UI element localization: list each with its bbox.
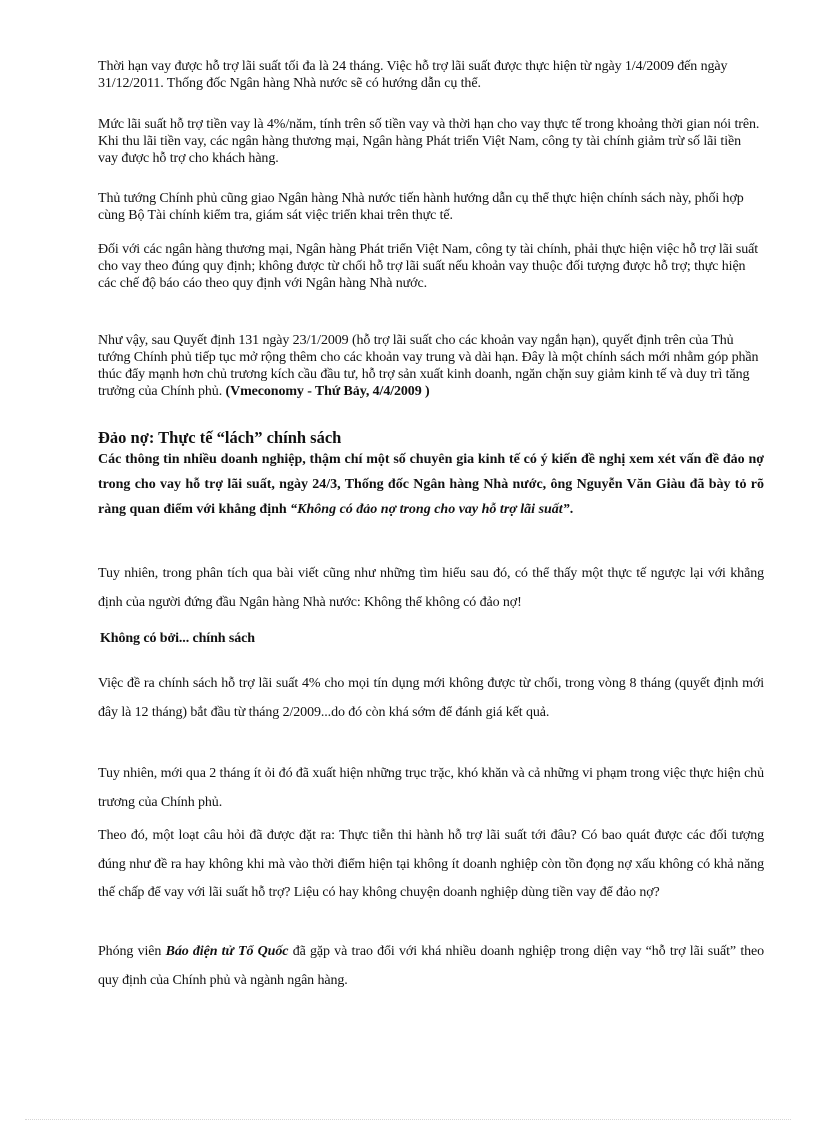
paragraph-questions: Theo đó, một loạt câu hỏi đã được đặt ra: Thực tiễn thi hành hỗ trợ lãi suất tới đâu? Có bao quát được các đối tượng đúng như đề ra hay không khi mà vào thời điểm hiện tại không ít doanh nghiệp còn tồn đọng nợ xấu không có khả năng thế chấp để vay với lãi suất hỗ trợ? Liệu có hay không chuyện doanh nghiệp dùng tiền vay để đảo nợ? (98, 828, 764, 900)
paragraph-prime-minister: Thủ tướng Chính phủ cũng giao Ngân hàng Nhà nước tiến hành hướng dẫn cụ thể thực hiện chính sách này, phối hợp cùng Bộ Tài chính kiểm tra, giám sát việc triển khai trên thực tế. (98, 191, 744, 223)
subheading: Không có bởi... chính sách (100, 631, 255, 646)
reporter-start: Phóng viên (98, 944, 162, 959)
paragraph-reporter (98, 938, 764, 995)
paragraph-banks-duties: Đối với các ngân hàng thương mại, Ngân hàng Phát triển Việt Nam, công ty tài chính, phải thực hiện việc hỗ trợ lãi suất cho vay theo đúng quy định; không được từ chối hỗ trợ lãi suất nếu khoản vay thuộc đối tượng được hỗ trợ; thực hiện các chế độ báo cáo theo quy định với Ngân hàng Nhà nước. (98, 242, 759, 291)
source-citation: (Vmeconomy - Thứ Bảy, 4/4/2009 ) (225, 384, 430, 399)
paragraph-loan-term: Thời hạn vay được hỗ trợ lãi suất tối đa là 24 tháng. Việc hỗ trợ lãi suất được thực hiện từ ngày 1/4/2009 đến ngày 31/12/2011. Thống đốc Ngân hàng Nhà nước sẽ có hướng dẫn cụ thể. (98, 59, 728, 91)
newspaper-name: Báo điện tử Tổ Quốc (165, 944, 289, 959)
lead-quote: “Không có đảo nợ trong cho vay hỗ trợ lãi suất” (290, 502, 570, 517)
paragraph-difficulties: Tuy nhiên, mới qua 2 tháng ít ỏi đó đã xuất hiện những trục trặc, khó khăn và cả những vi phạm trong việc thực hiện chủ trương của Chính phủ. (98, 766, 764, 810)
reporter-rest: đã gặp và trao đổi với khá nhiều doanh nghiệp trong diện vay “hỗ trợ lãi suất” theo quy định của Chính phủ và ngành ngân hàng. (98, 944, 765, 988)
page-bottom-rule (25, 1119, 791, 1120)
lead-end: . (569, 502, 574, 517)
summary-text: Như vậy, sau Quyết định 131 ngày 23/1/2009 (hỗ trợ lãi suất cho các khoản vay ngắn hạn), quyết định trên của Thủ tướng Chính phủ tiếp tục mở rộng thêm cho các khoản vay trung và dài hạn. Đây là một chính sách mới nhằm góp phần thúc đẩy mạnh hơn chủ trương kích cầu đầu tư, hỗ trợ sản xuất kinh doanh, ngăn chặn suy giảm kinh tế và duy trì tăng trưởng của Chính phủ. (98, 333, 759, 399)
paragraph-summary (98, 332, 764, 400)
section-heading: Đảo nợ: Thực tế “lách” chính sách (98, 428, 342, 447)
lead-paragraph (98, 447, 764, 522)
lead-text: Các thông tin nhiều doanh nghiệp, thậm chí một số chuyên gia kinh tế có ý kiến đề nghị xem xét vấn đề đảo nợ trong cho vay hỗ trợ lãi suất, ngày 24/3, Thống đốc Ngân hàng Nhà nước, ông Nguyễn Văn Giàu đã bày tỏ rõ ràng quan điểm với khẳng định (98, 452, 764, 517)
paragraph-interest-rate: Mức lãi suất hỗ trợ tiền vay là 4%/năm, tính trên số tiền vay và thời hạn cho vay thực tế trong khoảng thời gian nói trên. Khi thu lãi tiền vay, các ngân hàng thương mại, Ngân hàng Phát triển Việt Nam, công ty tài chính giảm trừ số lãi tiền vay được hỗ trợ cho khách hàng. (98, 117, 760, 166)
paragraph-policy: Việc đề ra chính sách hỗ trợ lãi suất 4% cho mọi tín dụng mới không được từ chối, trong vòng 8 tháng (quyết định mới đây là 12 tháng) bắt đầu từ tháng 2/2009...do đó còn khá sớm để đánh giá kết quả. (98, 676, 764, 720)
paragraph-however: Tuy nhiên, trong phân tích qua bài viết cũng như những tìm hiểu sau đó, có thể thấy một thực tế ngược lại với khẳng định của người đứng đầu Ngân hàng Nhà nước: Không thể không có đảo nợ! (98, 566, 764, 610)
